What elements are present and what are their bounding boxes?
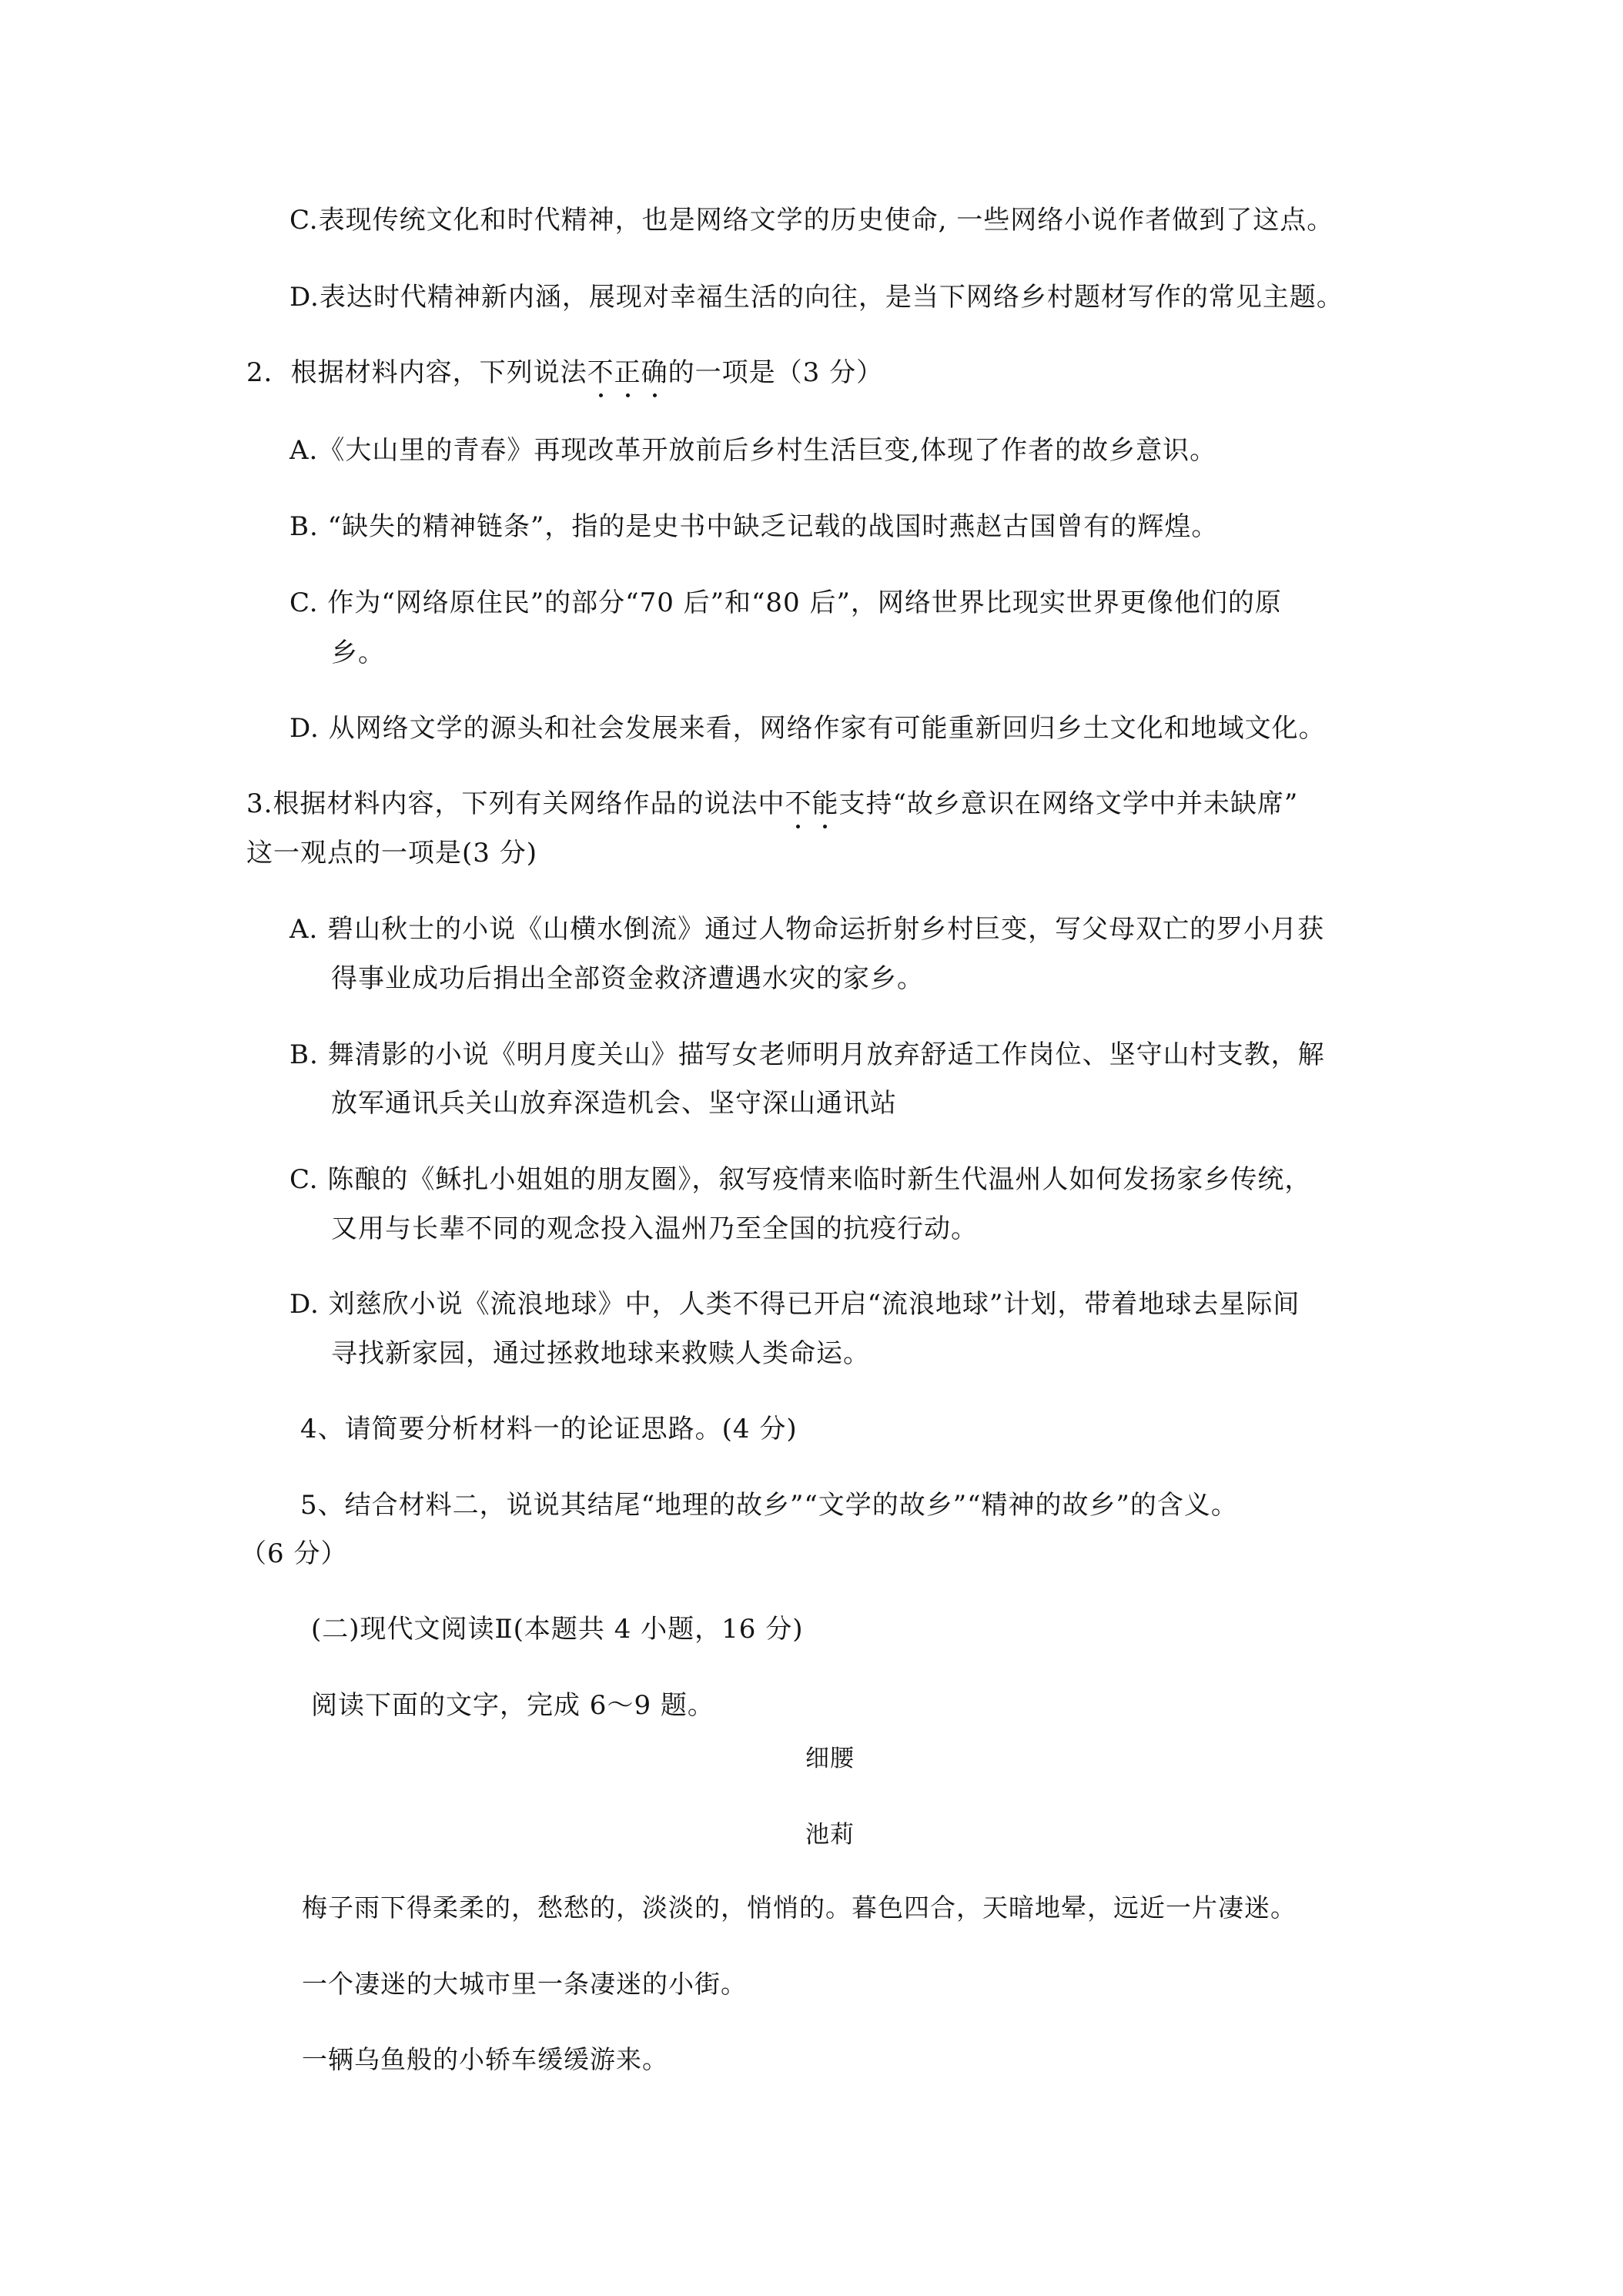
q3-option-b-line2: 放军通讯兵关山放弃深造机会、坚守深山通讯站 [331, 1088, 897, 1119]
q2-stem-before: 2．根据材料内容，下列说法 [246, 357, 587, 388]
q3-emphasis-char: 能 [812, 788, 839, 819]
q5-stem-line1: 5、结合材料二，说说其结尾“地理的故乡”“文学的故乡”“精神的故乡”的含义。 [300, 1490, 1238, 1521]
q2-option-b: B. “缺失的精神链条”，指的是史书中缺乏记载的战国时燕赵古国曾有的辉煌。 [289, 511, 1219, 542]
q3-stem-after: 支持“故乡意识在网络文学中并未缺席” [838, 788, 1299, 819]
q4-stem: 4、请简要分析材料一的论证思路。(4 分) [300, 1414, 798, 1444]
q3-option-a-line2: 得事业成功后捐出全部资金救济遭遇水灾的家乡。 [331, 963, 924, 994]
q3-option-d-line1: D. 刘慈欣小说《流浪地球》中，人类不得已开启“流浪地球”计划，带着地球去星际间 [289, 1289, 1300, 1320]
passage-paragraph: 一辆乌鱼般的小轿车缓缓游来。 [302, 2044, 668, 2074]
q3-stem [246, 787, 1298, 821]
q3-option-c-line2: 又用与长辈不同的观念投入温州乃至全国的抗疫行动。 [331, 1213, 978, 1244]
q2-stem-after: 的一项是（3 分） [668, 357, 884, 388]
q2-option-c-line2: 乡。 [331, 638, 385, 668]
passage-paragraph: 梅子雨下得柔柔的，愁愁的，淡淡的，悄悄的。暮色四合，天暗地晕，远近一片凄迷。 [302, 1893, 1297, 1923]
reading-instruction: 阅读下面的文字，完成 6～9 题。 [311, 1690, 714, 1721]
q3-emphasis-char: 不 [785, 788, 812, 819]
q2-stem [246, 356, 883, 390]
q3-option-c-line1: C. 陈酿的《稣扎小姐姐的朋友圈》，叙写疫情来临时新生代温州人如何发扬家乡传统， [289, 1164, 1312, 1195]
q3-option-a-line1: A. 碧山秋士的小说《山横水倒流》通过人物命运折射乡村巨变，写父母双亡的罗小月获 [289, 914, 1325, 945]
q1-option-d: D.表达时代精神新内涵，展现对幸福生活的向往，是当下网络乡村题材写作的常见主题。 [289, 282, 1344, 313]
section-heading: (二)现代文阅读Ⅱ(本题共 4 小题，16 分) [311, 1614, 804, 1645]
q2-emphasis-char: 正 [614, 357, 641, 388]
q3-stem-line2: 这一观点的一项是(3 分) [246, 838, 537, 869]
q2-option-d: D. 从网络文学的源头和社会发展来看，网络作家有可能重新回归乡土文化和地域文化。 [289, 713, 1326, 744]
q1-option-c: C.表现传统文化和时代精神，也是网络文学的历史使命, 一些网络小说作者做到了这点。 [289, 205, 1334, 236]
q2-option-c-line1: C. 作为“网络原住民”的部分“70 后”和“80 后”，网络世界比现实世界更像他们的原 [289, 587, 1282, 618]
q3-stem-before: 3.根据材料内容，下列有关网络作品的说法中 [246, 788, 785, 819]
q5-stem-line2: （6 分） [240, 1538, 348, 1569]
passage-author: 池莉 [805, 1821, 855, 1849]
q3-option-d-line2: 寻找新家园，通过拯救地球来救赎人类命运。 [331, 1338, 870, 1369]
q3-option-b-line1: B. 舞清影的小说《明月度关山》描写女老师明月放弃舒适工作岗位、坚守山村支教，解 [289, 1039, 1325, 1070]
passage-paragraph: 一个凄迷的大城市里一条凄迷的小街。 [302, 1969, 747, 1999]
passage-title: 细腰 [805, 1745, 855, 1772]
q2-option-a: A.《大山里的青春》再现改革开放前后乡村生活巨变,体现了作者的故乡意识。 [289, 435, 1217, 466]
q2-emphasis-char: 确 [641, 357, 668, 388]
q2-emphasis-char: 不 [587, 357, 614, 388]
